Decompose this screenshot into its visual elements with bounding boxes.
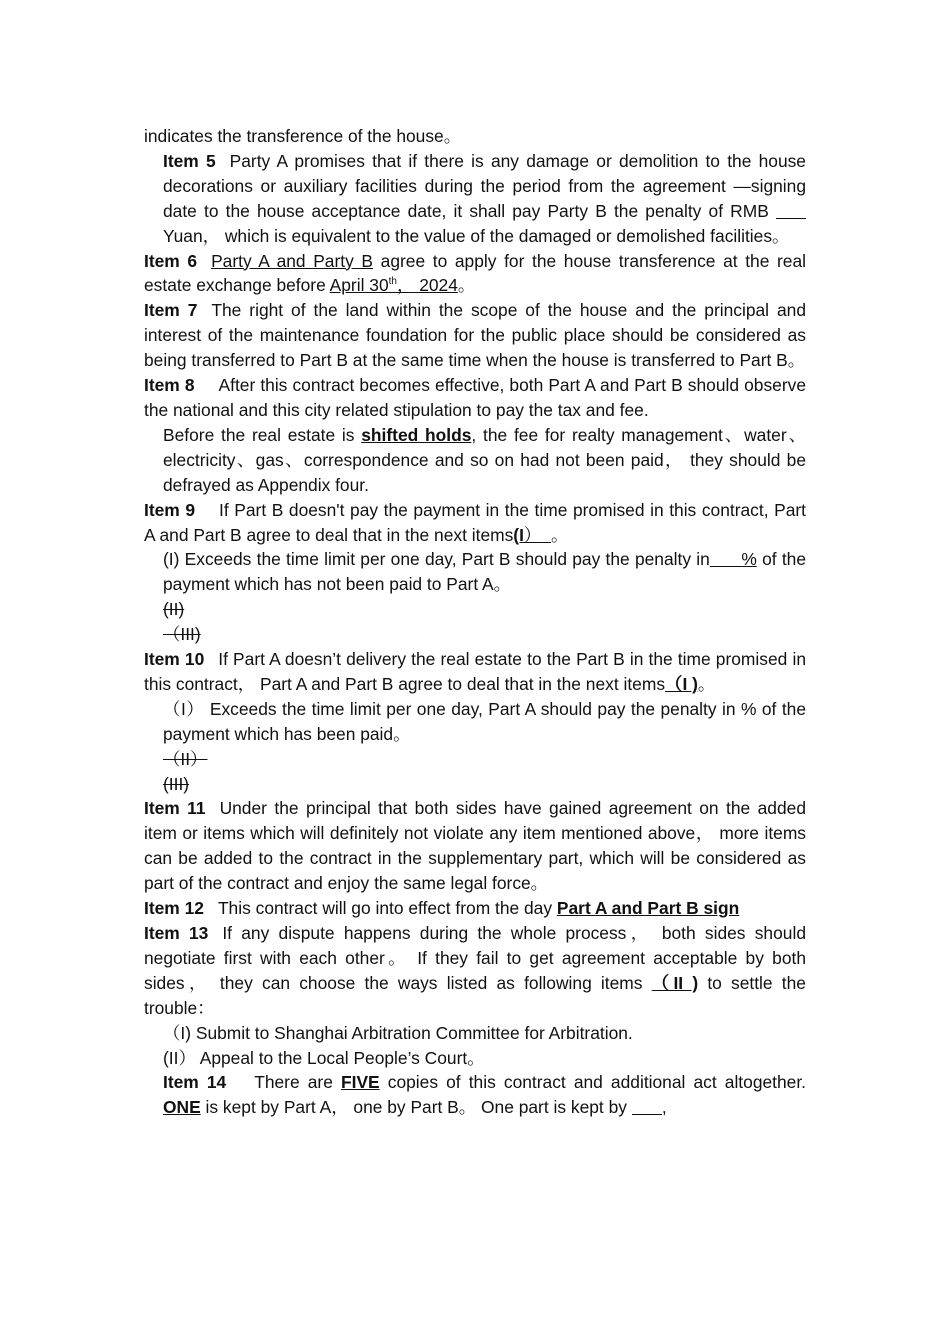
item-6-end: 。 <box>457 275 476 296</box>
item-10-text: If Part A doesn’t delivery the real estate to the Part B in the time promised in this contract， Part A and Part B agree to deal that in the next items <box>144 649 806 694</box>
item-5-text: Party A promises that if there is any damage or demolition to the house decorations or auxiliary facilities during the period from the agreement —signing date to the house acceptance date, it shall pay Party B the penalty of RMB <box>163 150 806 221</box>
copies-count: FIVE <box>340 1072 380 1093</box>
shifted-holds: shifted holds <box>361 424 472 445</box>
percent-sign: % <box>741 549 757 570</box>
item-11-label: Item 11 <box>144 798 206 819</box>
party-a-copies: ONE <box>163 1097 201 1118</box>
item-9-end: 。 <box>551 524 569 545</box>
penalty-percent-blank <box>710 549 757 569</box>
item-10-end: 。 <box>697 673 716 694</box>
item-13-label: Item 13 <box>144 923 209 943</box>
item-10-label: Item 10 <box>144 649 205 670</box>
item-5-label: Item 5 <box>163 150 216 171</box>
option-ii-text: (II） Appeal to the Local People’s Court。 <box>163 1047 485 1068</box>
date-suffix: th <box>388 276 397 288</box>
paragraph-item-10 <box>144 647 806 697</box>
choice-paren: ） <box>523 524 542 545</box>
item-6-parties: Party A and Party B <box>211 250 374 271</box>
paragraph-item-10-option-iii <box>144 772 806 797</box>
struck-option-iii: (III) <box>163 773 190 794</box>
item-14-text-cont: copies of this contract and additional act altogether. <box>387 1072 806 1093</box>
struck-option-iii: （III) <box>163 624 201 645</box>
paragraph-item-10-option-ii <box>144 747 806 772</box>
paragraph-item-9 <box>144 498 806 548</box>
paragraph-item-8-fees <box>144 423 806 498</box>
paragraph-item-9-option-iii <box>144 622 806 647</box>
item-6-text: agree to apply for the house transference at the real estate exchange before <box>144 250 806 296</box>
paragraph-item-13 <box>144 921 806 1021</box>
copy-holder-blank <box>632 1097 662 1115</box>
item-8-fees-text-cont: , the fee for realty management、water、electricity、gas、correspondence and so on had not been paid， they should be defrayed as Appendix four. <box>163 424 806 495</box>
item-7-text: The right of the land within the scope of the house and the principal and interest of the maintenance foundation for the public place should be considered as being transferred to Part B at the same time when the house is transferred to Part B。 <box>144 300 806 371</box>
item-9-text: If Part B doesn't pay the payment in the time promised in this contract, Part A and Part B agree to deal that in the next items <box>144 499 806 545</box>
item-14-text: There are <box>254 1072 333 1093</box>
contract-page <box>144 124 806 1120</box>
date-year: ， 2024 <box>396 275 458 296</box>
item-14-comma: , <box>661 1097 667 1118</box>
struck-option-ii: (II) <box>163 599 185 620</box>
paragraph-item-8 <box>144 373 806 423</box>
item-13-choice: （II ) <box>651 972 699 993</box>
paragraph-item-12 <box>144 896 806 921</box>
paragraph-item-9-option-ii <box>144 597 806 622</box>
paragraph-item-7 <box>144 298 806 373</box>
paragraph-item-10-option-i <box>144 697 806 747</box>
item-14-text-end: is kept by Part A， one by Part B。 One part is kept by <box>205 1097 627 1118</box>
item-7-label: Item 7 <box>144 300 198 321</box>
text: indicates the transference of the house。 <box>144 126 462 146</box>
item-13-text: If any dispute happens during the whole process， both sides should negotiate first with each other。 If they fail to get agreement acceptable by both sides， they can choose the ways listed as following items <box>144 923 806 993</box>
item-13-end: to settle the trouble： <box>144 972 806 1018</box>
option-i-text-cont: of the payment which has not been paid to Part A。 <box>163 549 806 595</box>
item-5-text-cont: Yuan， which is equivalent to the value of the damaged or demolished facilities。 <box>163 225 790 246</box>
item-14-label: Item 14 <box>163 1072 227 1093</box>
item-9-choice <box>513 525 551 545</box>
penalty-amount-blank <box>776 201 806 219</box>
paragraph-item-9-option-i <box>144 547 806 597</box>
item-8-fees-text: Before the real estate is <box>163 424 355 445</box>
item-10-choice: （I ) <box>665 673 698 694</box>
paragraph-item-11 <box>144 796 806 896</box>
paragraph-item-14 <box>144 1070 806 1120</box>
item-8-label: Item 8 <box>144 375 195 396</box>
item-12-signing: Part A and Part B sign <box>556 898 740 919</box>
option-i-text: (I) Exceeds the time limit per one day, Part B should pay the penalty in <box>163 549 710 570</box>
item-12-label: Item 12 <box>144 898 204 919</box>
paragraph-item-6 <box>144 249 806 299</box>
struck-option-ii: （II） <box>163 748 208 769</box>
paragraph-item-13-option-i <box>144 1021 806 1046</box>
option-i-text: （I） Exceeds the time limit per one day, Part A should pay the penalty in % of the payment which has been paid。 <box>163 698 806 744</box>
item-6-date <box>330 275 458 295</box>
item-12-text: This contract will go into effect from the day <box>217 898 553 919</box>
paragraph-house-transference <box>144 124 806 149</box>
option-i-text: （I) Submit to Shanghai Arbitration Committee for Arbitration. <box>163 1022 633 1043</box>
item-6-label: Item 6 <box>144 250 198 271</box>
date-main: April 30 <box>329 275 389 296</box>
paragraph-item-13-option-ii <box>144 1046 806 1071</box>
choice-numeral: (I <box>513 524 524 545</box>
paragraph-item-5 <box>144 149 806 249</box>
item-8-text: After this contract becomes effective, both Part A and Part B should observe the national and this city related stipulation to pay the tax and fee. <box>144 375 806 420</box>
item-11-text: Under the principal that both sides have gained agreement on the added item or items which will definitely not violate any item mentioned above， more items can be added to the contract in the supplementary part, which will be considered as part of the contract and enjoy the same legal force。 <box>144 798 806 894</box>
item-9-label: Item 9 <box>144 499 196 520</box>
